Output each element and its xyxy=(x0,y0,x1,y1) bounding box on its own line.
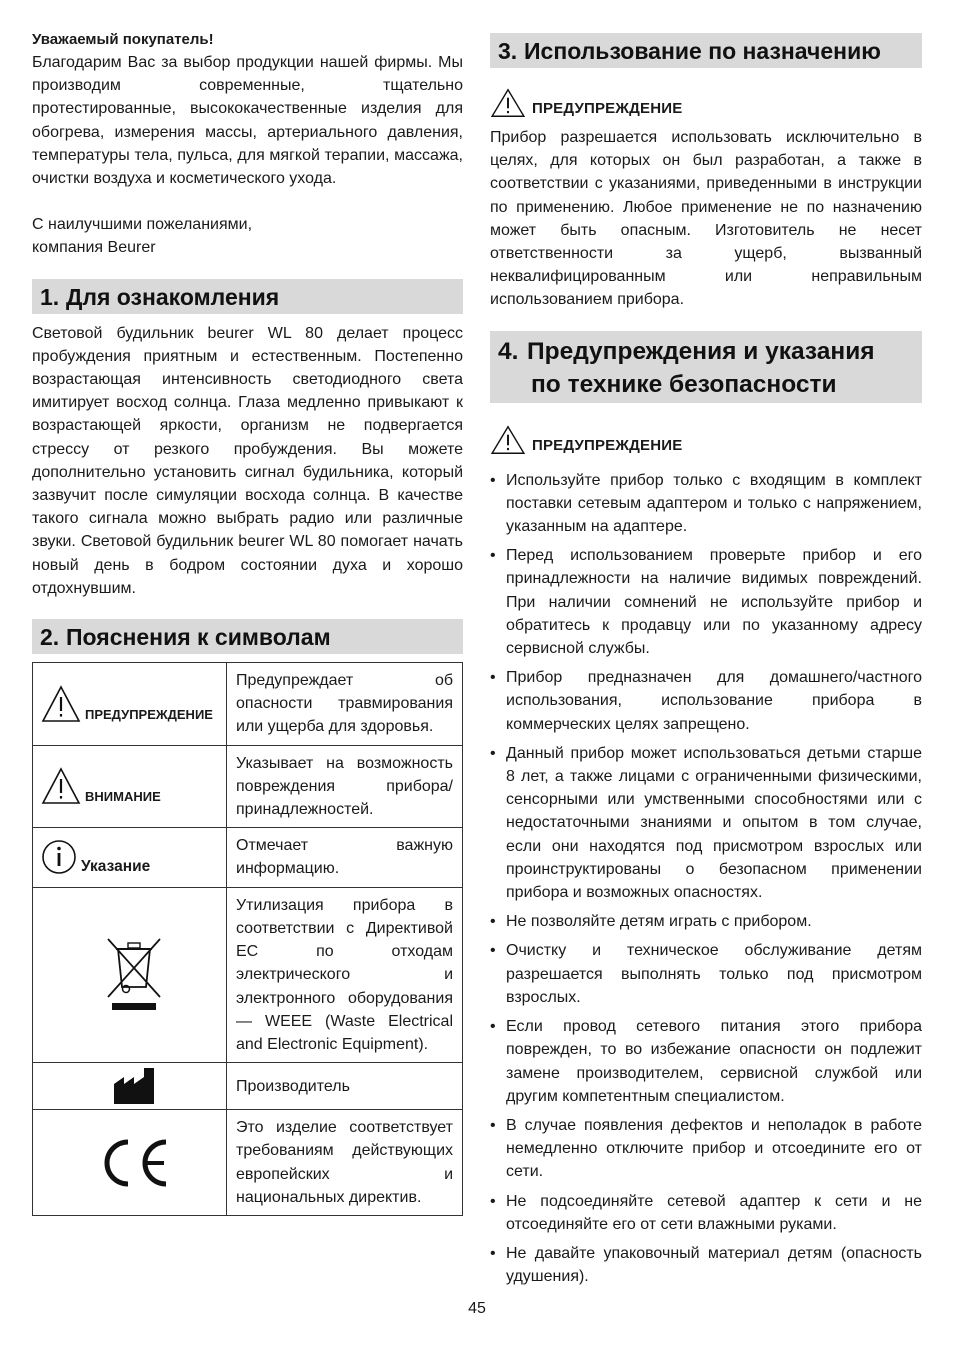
list-item: • Перед использованием проверьте прибор и его принадлежности на наличие видимых повреждений. При наличии сомнений не используйте прибор и обратитесь к продавцу или по указанному адресу сервисной службы. xyxy=(490,544,922,660)
symbol-icon-cell xyxy=(33,663,227,746)
left-column xyxy=(32,28,463,1216)
ce-mark-icon xyxy=(94,1136,174,1190)
section-1-body: Световой будильник beurer WL 80 делает процесс пробуждения приятным и естественным. Постепенно возрастающая интенсивность светодиодного света имитирует восход солнца. Глаза медленно привыкают к возрастающей яркости, организм не подвергается стрессу от резкого пробуждения. Вы можете дополнительно установить сигнал будильника, который зазвучит после симуляции восхода солнца. В качестве такого сигнала можно выбрать радио или различные звуки. Световой будильник beurer WL 80 помогает начать новый день в бодром состоянии духа и хорошо отдохнувшим. xyxy=(32,324,463,597)
list-item: • В случае появления дефектов и неполадок в работе немедленно отключите прибор и отсоедините его от сети. xyxy=(490,1114,922,1184)
symbol-row xyxy=(33,663,463,746)
greeting-body: Благодарим Вас за выбор продукции нашей фирмы. Мы производим современные, тщательно протестированные, высококачественные изделия для обогрева, измерения массы, артериального давления, температуры тела, пульса, для мягкой терапии, массажа, очистки воздуха и косметического ухода. xyxy=(32,54,463,188)
section-1-title: Для ознакомления xyxy=(66,283,280,310)
warning-triangle-icon xyxy=(490,88,526,118)
list-item: • Не подсоединяйте сетевой адаптер к сети и не отсоединяйте его от сети влажными руками. xyxy=(490,1190,922,1236)
symbol-row xyxy=(33,1110,463,1216)
symbol-description: Производитель xyxy=(227,1063,463,1110)
section-4-heading xyxy=(490,331,922,403)
section-3-number: 3. xyxy=(498,38,518,64)
symbol-row xyxy=(33,828,463,887)
manufacturer-icon xyxy=(112,1066,156,1106)
list-item: • Прибор предназначен для домашнего/частного использования, использование прибора в коммерческих целях запрещено. xyxy=(490,666,922,736)
list-item: • Данный прибор может использоваться детьми старше 8 лет, а также лицами с ограниченными физическими, сенсорными или умственными способностями или с недостаточными знаниями и опытом в том случае, если они находятся под присмотром взрослых или проинструктированы о безопасном применении прибора и возможных опасностях. xyxy=(490,742,922,904)
symbol-icon-cell xyxy=(33,1110,227,1216)
warning-label: ПРЕДУПРЕЖДЕНИЕ xyxy=(532,100,683,117)
symbol-icon-cell xyxy=(33,887,227,1062)
symbol-description: Это изделие соответствует требованиям действующих европейских и национальных директив. xyxy=(227,1110,463,1216)
list-item: • Не давайте упаковочный материал детям (опасность удушения). xyxy=(490,1242,922,1288)
section-1-number: 1. xyxy=(40,283,60,310)
section-2-number: 2. xyxy=(40,624,60,651)
section-2-heading xyxy=(32,619,463,654)
warning-label: ПРЕДУПРЕЖДЕНИЕ xyxy=(532,436,683,454)
right-column xyxy=(490,33,922,1294)
symbol-description: Отмечает важную информацию. xyxy=(227,828,463,887)
symbol-row xyxy=(33,745,463,828)
symbol-label: Указание xyxy=(81,858,151,876)
section-4-number: 4. xyxy=(498,337,519,365)
page-number: 45 xyxy=(468,1300,486,1317)
caution-triangle-icon xyxy=(41,767,81,805)
symbol-description: Предупреждает об опасности травмирования или ущерба для здоровья. xyxy=(227,663,463,746)
list-item: • Если провод сетевого питания этого прибора поврежден, то во избежание опасности он подлежит замене производителем, сервисной службой или другим компетентным специалистом. xyxy=(490,1015,922,1108)
section-4-title-line1: Предупреждения и указания xyxy=(527,337,875,365)
safety-list xyxy=(490,469,922,1289)
section-3-heading xyxy=(490,33,922,68)
info-circle-icon xyxy=(41,839,77,875)
symbols-table xyxy=(32,662,463,1216)
symbol-label: ВНИМАНИЕ xyxy=(85,789,161,805)
symbol-description: Утилизация прибора в соответствии с Директивой ЕС по отходам электрического и электронного оборудования — WEEE (Waste Electrical and Electronic Equipment). xyxy=(227,887,463,1062)
symbol-icon-cell xyxy=(33,745,227,828)
section-2-title: Пояснения к символам xyxy=(66,624,331,651)
symbol-icon-cell xyxy=(33,828,227,887)
section-3-warning xyxy=(490,88,922,118)
symbol-description: Указывает на возможность повреждения прибора/принадлежностей. xyxy=(227,745,463,828)
greeting-title: Уважаемый покупатель! xyxy=(32,31,214,48)
warning-triangle-icon xyxy=(41,685,81,723)
closing-line-2: компания Beurer xyxy=(32,239,156,257)
list-item: • Не позволяйте детям играть с прибором. xyxy=(490,910,922,933)
symbol-row xyxy=(33,887,463,1062)
section-4-title-line2: по технике безопасности xyxy=(531,370,837,398)
list-item: • Очистку и техническое обслуживание детям разрешается выполнять только под присмотром взрослых. xyxy=(490,939,922,1009)
weee-bin-icon xyxy=(104,937,164,1013)
symbol-icon-cell xyxy=(33,1063,227,1110)
section-4-warning xyxy=(490,425,922,455)
symbol-row xyxy=(33,1063,463,1110)
warning-triangle-icon xyxy=(490,425,526,455)
section-3-body: Прибор разрешается использовать исключительно в целях, для которых он был разработан, а также в соответствии с указаниями, приведенными в инструкции по применению. Любое применение не по назначению может быть опасным. Изготовитель не несет ответственности за ущерб, вызванный неквалифицированным или неправильным использованием прибора. xyxy=(490,129,922,309)
section-3-title: Использование по назначению xyxy=(524,38,881,64)
symbol-label: ПРЕДУПРЕЖДЕНИЕ xyxy=(85,706,213,722)
closing-line-1: С наилучшими пожеланиями, xyxy=(32,216,253,234)
list-item: • Используйте прибор только с входящим в комплект поставки сетевым адаптером и только с напряжением, указанным на адаптере. xyxy=(490,469,922,539)
section-1-heading xyxy=(32,279,463,314)
